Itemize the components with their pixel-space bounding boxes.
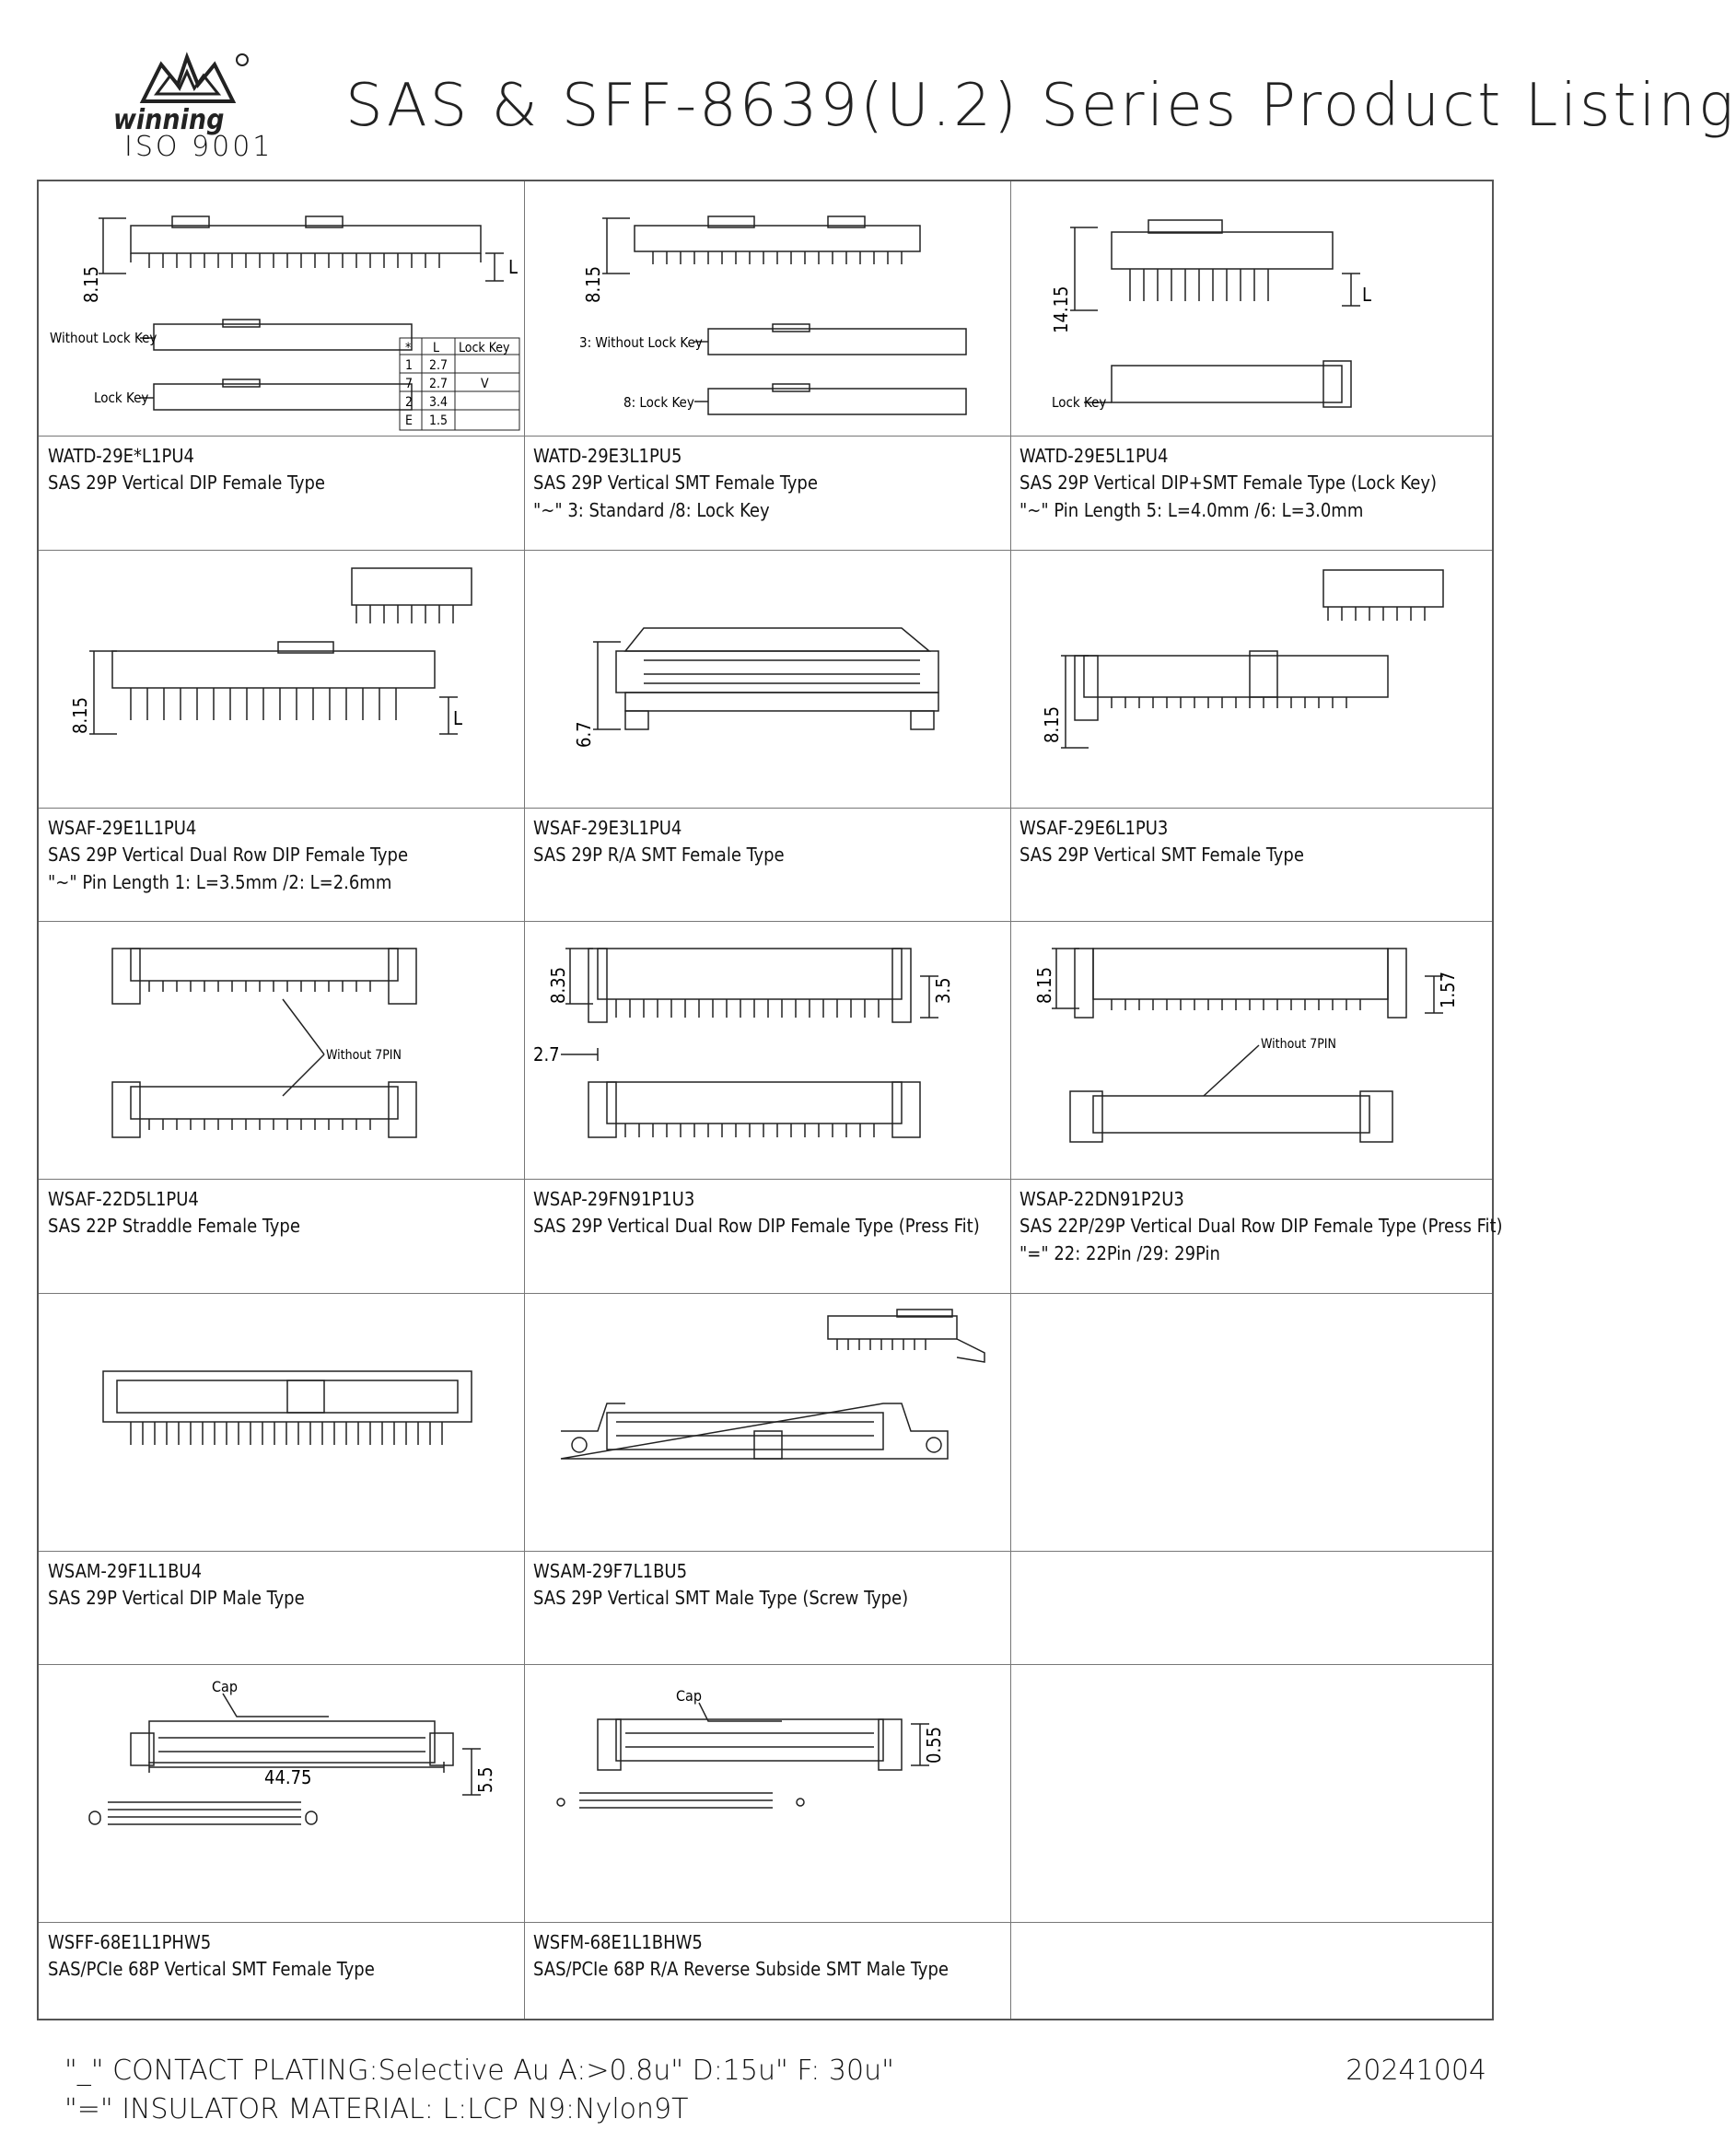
part-number: WSFM-68E1L1BHW5: [533, 1931, 703, 1953]
svg-text:1.5: 1.5: [429, 413, 449, 428]
part-number: WATD-29E3L1PU5: [533, 445, 682, 467]
page-title: SAS & SFF-8639(U.2) Series Product Listing: [345, 72, 1736, 140]
connector-drawing: [39, 550, 524, 808]
product-cell: [1010, 550, 1496, 921]
product-description: SAS 29P Vertical DIP+SMT Female Type (Lock Key): [1019, 472, 1437, 494]
svg-text:Lock Key: Lock Key: [94, 390, 149, 406]
product-description: SAS 29P Vertical DIP Male Type: [48, 1587, 305, 1609]
svg-text:2.7: 2.7: [429, 358, 449, 373]
connector-drawing: [39, 1293, 524, 1551]
product-description: SAS 29P R/A SMT Female Type: [533, 844, 785, 866]
svg-text:Lock Key: Lock Key: [459, 341, 510, 355]
part-number: WSAM-29F7L1BU5: [533, 1560, 688, 1582]
part-number: WSAP-22DN91P2U3: [1019, 1188, 1184, 1210]
product-cell: [524, 1664, 1010, 2022]
part-number: WSAF-22D5L1PU4: [48, 1188, 199, 1210]
product-cell: [39, 1664, 524, 2022]
svg-text:0.55: 0.55: [923, 1726, 945, 1764]
connector-drawing: [39, 1664, 524, 1922]
connector-drawing: [524, 1664, 1010, 1922]
product-description: SAS 29P Vertical Dual Row DIP Female Type: [48, 844, 409, 866]
svg-text:6.7: 6.7: [573, 721, 595, 748]
svg-text:3.5: 3.5: [932, 977, 954, 1004]
product-cell: [524, 550, 1010, 921]
product-cell: [524, 1293, 1010, 1664]
svg-text:Without 7PIN: Without 7PIN: [326, 1048, 402, 1063]
product-description: SAS 29P Vertical SMT Female Type: [1019, 844, 1304, 866]
product-description: SAS/PCIe 68P R/A Reverse Subside SMT Male Type: [533, 1958, 949, 1980]
product-cell: [1010, 181, 1496, 550]
svg-text:winning: winning: [113, 104, 225, 136]
svg-text:L: L: [433, 341, 440, 355]
svg-text:1: 1: [405, 358, 414, 373]
svg-text:2.7: 2.7: [533, 1043, 560, 1065]
svg-text:44.75: 44.75: [264, 1766, 312, 1788]
connector-drawing: [39, 181, 524, 436]
part-number: WSAF-29E3L1PU4: [533, 817, 682, 839]
footer-plating-note: "_" CONTACT PLATING:Selective Au A:>0.8u" D:15u" F: 30u": [64, 2055, 894, 2087]
product-grid: [37, 180, 1503, 2020]
svg-text:5.5: 5.5: [474, 1766, 496, 1793]
svg-text:14.15: 14.15: [1050, 285, 1072, 333]
product-description: SAS 22P Straddle Female Type: [48, 1215, 300, 1237]
svg-text:8.15: 8.15: [582, 265, 604, 303]
connector-drawing: [524, 1293, 1010, 1551]
svg-text:*: *: [405, 341, 412, 355]
product-cell: [39, 181, 524, 550]
svg-text:Cap: Cap: [676, 1687, 703, 1705]
svg-text:8.15: 8.15: [1041, 705, 1063, 743]
footer-notes: [64, 2052, 894, 2129]
product-cell: [39, 550, 524, 921]
connector-drawing: [1010, 550, 1496, 808]
part-number: WSAF-29E1L1PU4: [48, 817, 197, 839]
part-number: WSAM-29F1L1BU4: [48, 1560, 203, 1582]
product-description: SAS 29P Vertical Dual Row DIP Female Type (Press Fit): [533, 1215, 980, 1237]
svg-text:Without Lock Key: Without Lock Key: [50, 330, 157, 346]
product-description: SAS 29P Vertical SMT Male Type (Screw Type): [533, 1587, 909, 1609]
connector-drawing: [1010, 921, 1496, 1179]
svg-text:Lock Key: Lock Key: [1052, 394, 1107, 411]
svg-text:Without 7PIN: Without 7PIN: [1261, 1037, 1336, 1052]
connector-drawing: [524, 550, 1010, 808]
product-cell: [524, 921, 1010, 1293]
product-description: SAS 29P Vertical SMT Female Type: [533, 472, 818, 494]
part-number: WATD-29E*L1PU4: [48, 445, 194, 467]
connector-drawing: [524, 181, 1010, 436]
svg-text:Cap: Cap: [212, 1678, 239, 1695]
page-header: [0, 0, 1736, 180]
footer-material-note: "=" INSULATOR MATERIAL: L:LCP N9:Nylon9T: [64, 2093, 689, 2125]
svg-text:3: Without Lock Key: 3: Without Lock Key: [579, 334, 703, 351]
product-description: "~" Pin Length 1: L=3.5mm /2: L=2.6mm: [48, 871, 392, 893]
svg-text:8.15: 8.15: [69, 696, 91, 734]
empty-cell: [1010, 1664, 1496, 2022]
svg-text:8.35: 8.35: [547, 966, 569, 1004]
svg-text:3.4: 3.4: [429, 395, 449, 410]
part-number: WSFF-68E1L1PHW5: [48, 1931, 212, 1953]
document-date: 20241004: [1346, 2055, 1486, 2087]
product-description: "~" Pin Length 5: L=4.0mm /6: L=3.0mm: [1019, 499, 1364, 521]
svg-text:L: L: [508, 256, 518, 278]
product-cell: [39, 1293, 524, 1664]
svg-text:L: L: [453, 707, 463, 729]
svg-text:1.57: 1.57: [1437, 971, 1459, 1008]
product-description: "~" 3: Standard /8: Lock Key: [533, 499, 770, 521]
svg-text:L: L: [1362, 284, 1372, 306]
part-number: WATD-29E5L1PU4: [1019, 445, 1169, 467]
svg-text:V: V: [481, 377, 489, 391]
empty-cell: [1010, 1293, 1496, 1664]
svg-text:7: 7: [405, 377, 414, 391]
product-description: SAS/PCIe 68P Vertical SMT Female Type: [48, 1958, 375, 1980]
product-cell: [39, 921, 524, 1293]
svg-text:8.15: 8.15: [1033, 966, 1055, 1004]
part-number: WSAP-29FN91P1U3: [533, 1188, 695, 1210]
part-number: WSAF-29E6L1PU3: [1019, 817, 1169, 839]
product-description: SAS 29P Vertical DIP Female Type: [48, 472, 326, 494]
connector-drawing: [524, 921, 1010, 1179]
product-cell: [524, 181, 1010, 550]
svg-text:2.7: 2.7: [429, 377, 449, 391]
svg-text:8: Lock Key: 8: Lock Key: [623, 394, 694, 411]
svg-text:8.15: 8.15: [80, 265, 102, 303]
product-cell: [1010, 921, 1503, 1293]
product-description: "=" 22: 22Pin /29: 29Pin: [1019, 1242, 1220, 1264]
product-description: SAS 22P/29P Vertical Dual Row DIP Female Type (Press Fit): [1019, 1215, 1503, 1237]
iso-label: ISO 9001: [124, 131, 274, 163]
connector-drawing: [39, 921, 524, 1179]
svg-text:E: E: [405, 413, 413, 428]
connector-drawing: [1010, 181, 1496, 436]
svg-text:2: 2: [405, 395, 414, 410]
